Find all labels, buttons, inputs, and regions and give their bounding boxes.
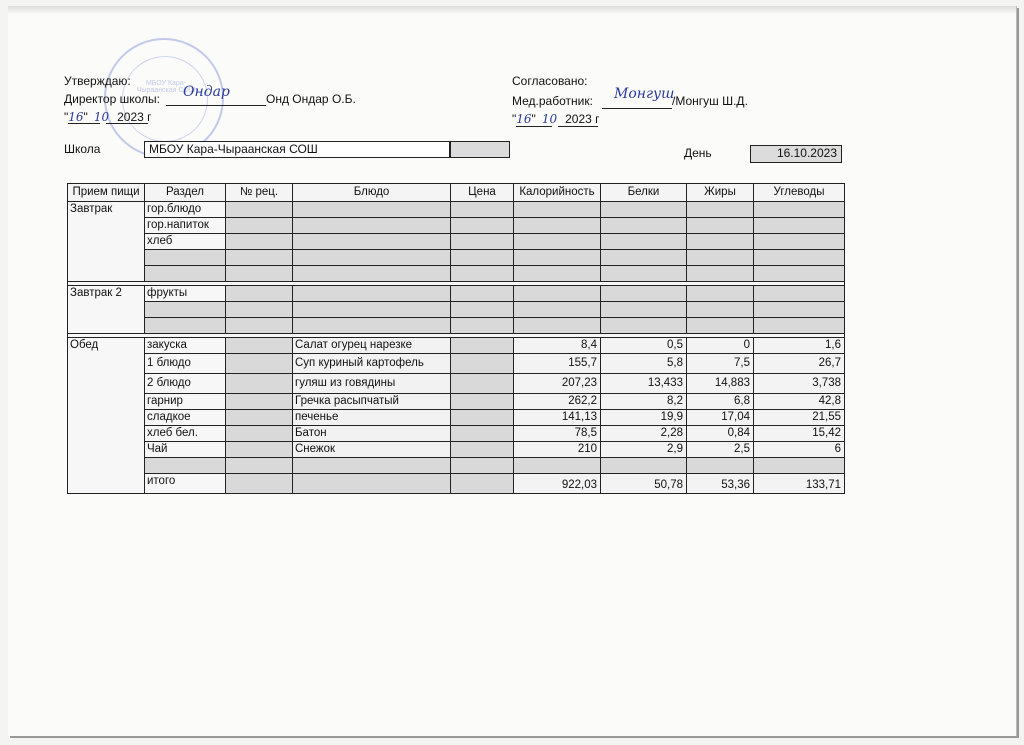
medic-signature: Монгуш [614,86,675,102]
fat-cell: 14,883 [687,374,754,394]
medic-name: /Монгуш Ш.Д. [672,94,748,108]
table-row [68,302,845,318]
meal-cell: Завтрак 2 [68,286,145,334]
table-row [68,374,845,394]
meal-cell: Обед [68,338,145,494]
header-carbs: Углеводы [754,184,845,202]
dish-cell: Суп куриный картофель [293,354,451,374]
protein-cell: 8,2 [601,394,687,410]
calories-cell: 78,5 [514,426,601,442]
table-header-row [68,184,845,202]
document-sheet [8,6,1017,736]
section-cell: фрукты [145,286,226,302]
protein-cell: 2,9 [601,442,687,458]
fat-cell: 0 [687,338,754,354]
total-calories: 922,03 [514,474,601,494]
carbs-cell: 42,8 [754,394,845,410]
section-cell: 2 блюдо [145,374,226,394]
fat-cell: 6,8 [687,394,754,410]
medic-label: Мед.работник: [512,94,593,108]
approve-date: "16" 10 2023 г [64,110,152,124]
fat-cell: 2,5 [687,442,754,458]
header-recipe: № рец. [226,184,293,202]
meal-cell: Завтрак [68,202,145,282]
approve-title: Утверждаю: [64,74,131,88]
table-row [68,286,845,302]
director-signature: Ондар [183,84,230,100]
total-fat: 53,36 [687,474,754,494]
header-fat: Жиры [687,184,754,202]
section-cell: хлеб бел. [145,426,226,442]
calories-cell: 141,13 [514,410,601,426]
protein-cell: 13,433 [601,374,687,394]
dish-cell: Салат огурец нарезке [293,338,451,354]
section-cell: сладкое [145,410,226,426]
table-row [68,318,845,334]
protein-cell: 19,9 [601,410,687,426]
school-stamp: МБОУ Кара-Чыраанская СОШ [104,38,224,158]
section-cell: закуска [145,338,226,354]
carbs-cell: 15,42 [754,426,845,442]
section-cell: гор.напиток [145,218,226,234]
table-row [68,426,845,442]
calories-cell: 155,7 [514,354,601,374]
table-row [68,218,845,234]
carbs-cell: 1,6 [754,338,845,354]
table-row [68,410,845,426]
calories-cell: 210 [514,442,601,458]
protein-cell: 5,8 [601,354,687,374]
table-row [68,458,845,474]
fat-cell: 7,5 [687,354,754,374]
calories-cell: 8,4 [514,338,601,354]
header-section: Раздел [145,184,226,202]
carbs-cell: 26,7 [754,354,845,374]
fat-cell: 0,84 [687,426,754,442]
agree-date: "16" 10 2023 г [512,112,600,126]
section-cell: хлеб [145,234,226,250]
total-row [68,474,845,494]
table-row [68,250,845,266]
carbs-cell: 3,738 [754,374,845,394]
agree-title: Согласовано: [512,74,588,88]
day-label: День [684,146,712,160]
dish-cell: гуляш из говядины [293,374,451,394]
table-row [68,338,845,354]
table-row [68,266,845,282]
section-cell: 1 блюдо [145,354,226,374]
dish-cell: печенье [293,410,451,426]
header-price: Цена [451,184,514,202]
section-cell: Чай [145,442,226,458]
protein-cell: 0,5 [601,338,687,354]
table-row [68,202,845,218]
director-label: Директор школы: [64,92,160,106]
table-row [68,442,845,458]
dish-cell: Гречка расыпчатый [293,394,451,410]
section-cell: гор.блюдо [145,202,226,218]
total-protein: 50,78 [601,474,687,494]
calories-cell: 207,23 [514,374,601,394]
calories-cell: 262,2 [514,394,601,410]
total-label: итого [145,474,226,494]
fat-cell: 17,04 [687,410,754,426]
carbs-cell: 6 [754,442,845,458]
header-protein: Белки [601,184,687,202]
header-dish: Блюдо [293,184,451,202]
dish-cell: Снежок [293,442,451,458]
header-calories: Калорийность [514,184,601,202]
school-label: Школа [64,142,101,156]
section-cell: гарнир [145,394,226,410]
total-carbs: 133,71 [754,474,845,494]
table-row [68,394,845,410]
school-extra-field [450,141,510,158]
table-row [68,234,845,250]
table-row [68,354,845,374]
day-field: 16.10.2023 [750,145,842,163]
protein-cell: 2,28 [601,426,687,442]
director-name: Онд Ондар О.Б. [266,92,356,106]
header-meal: Прием пищи [68,184,145,202]
carbs-cell: 21,55 [754,410,845,426]
dish-cell: Батон [293,426,451,442]
school-name-field: МБОУ Кара-Чыраанская СОШ [144,141,450,158]
menu-table [67,183,845,494]
